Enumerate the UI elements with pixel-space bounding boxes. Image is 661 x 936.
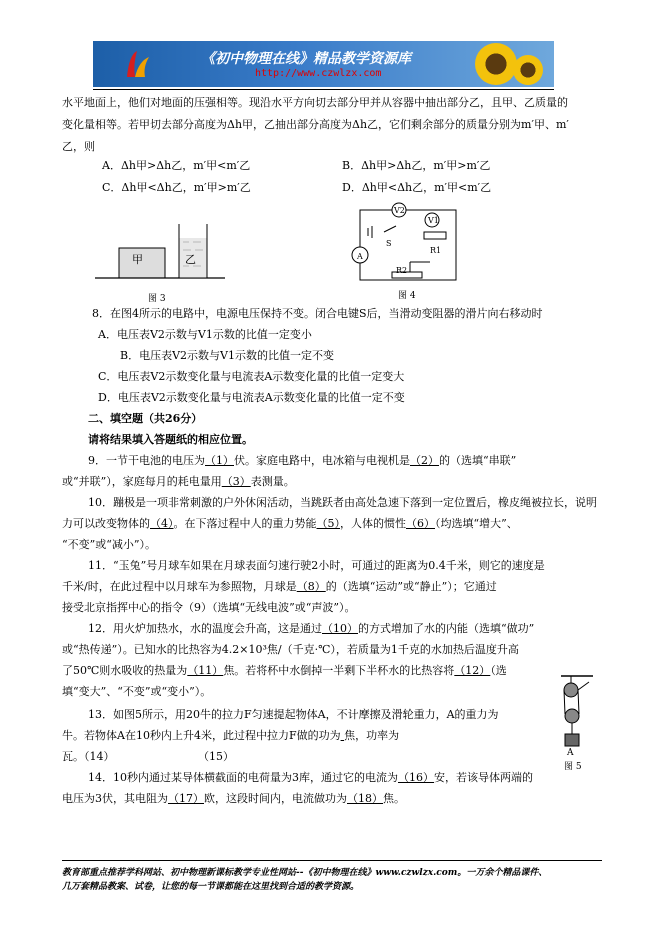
q11-text: 的（选填“运动”或“静止”）；它通过 [325, 580, 497, 593]
q12-text: （选 [490, 664, 507, 677]
q11-line2 [62, 580, 497, 594]
q12-text: 12．用火炉加热水，水的温度会升高，这是通过 [88, 622, 322, 635]
q10-text: ，人体的惯性 [340, 517, 406, 530]
q10-line2 [62, 517, 518, 531]
q8-option-b: B．电压表V2示数与V1示数的比值一定不变 [120, 349, 334, 362]
q14-text: 焦。 [383, 792, 405, 805]
q14-text: 电压为3伏，其电阻为 [62, 792, 168, 805]
q7-option-b: B．Δh甲>Δh乙，m′甲>m′乙 [342, 159, 491, 172]
q9-line1 [88, 454, 516, 468]
q7-option-a: A．Δh甲>Δh乙，m′甲<m′乙 [102, 159, 251, 172]
q9-text: 的（选填“串联” [439, 454, 517, 467]
q12-text: 了50℃则水吸收的热量为 [62, 664, 188, 677]
section-instruction: 请将结果填入答题纸的相应位置。 [88, 433, 253, 446]
q13-text: 瓦。（14） [62, 750, 115, 763]
q7-line2: 变化量相等。若甲切去部分高度为Δh甲，乙抽出部分高度为Δh乙，它们剩余部分的质量分别为m′甲、m′ [62, 118, 569, 131]
q9-text: 表测量。 [250, 475, 295, 488]
q14-line1 [88, 771, 533, 785]
q8-option-a: A．电压表V2示数与V1示数的比值一定变小 [98, 328, 312, 341]
q13-text: 焦，功率为 [344, 729, 400, 742]
banner-title: 《初中物理在线》精品教学资源库 [201, 51, 411, 67]
q9-text: 或“并联”），家庭每月的耗电量用 [62, 475, 222, 488]
answer-blank-1[interactable]: （1） [205, 454, 234, 467]
fig4-v1: V1 [428, 216, 439, 225]
answer-blank-16[interactable]: （16） [398, 771, 434, 784]
q10-line1: 10．蹦极是一项非常刺激的户外休闲活动，当跳跃者由高处急速下落到一定位置后，橡皮绳被拉长，说明 [88, 496, 597, 509]
q7-option-c: C．Δh甲<Δh乙，m′甲>m′乙 [102, 181, 251, 194]
answer-blank-10[interactable]: （10） [322, 622, 358, 635]
fig5-label-a: A [567, 748, 574, 758]
q8-option-c: C．电压表V2示数变化量与电流表A示数变化量的比值一定变大 [98, 370, 405, 383]
footer-line1: 教育部重点推荐学科网站、初中物理新课标教学专业性网站--《初中物理在线》www.czwlzx.com。一万余个精品课件、 [62, 868, 548, 878]
q10-line3: “不变”或“减小”）。 [62, 538, 156, 551]
header-banner [93, 41, 554, 87]
q11-line3: 接受北京指挥中心的指令（9）（选填“无线电波”或“声波”）。 [62, 601, 356, 614]
q14-text: 14．10秒内通过某导体横截面的电荷量为3库，通过它的电流为 [88, 771, 398, 784]
q12-line1 [88, 622, 534, 636]
section-title: 二、填空题（共26分） [88, 412, 203, 425]
q12-text: 焦。若将杯中水倒掉一半剩下半杯水的比热容将 [223, 664, 455, 677]
q13-line1: 13．如图5所示，用20牛的拉力F匀速提起物体A，不计摩擦及滑轮重力，A的重力为 [88, 708, 499, 721]
fig4-r1: R1 [430, 246, 442, 255]
answer-blank-18[interactable]: （18） [347, 792, 383, 805]
fig5-caption: 图 5 [564, 762, 582, 772]
answer-blank-17[interactable]: （17） [168, 792, 204, 805]
q8-stem: 8．在图4所示的电路中，电源电压保持不变。闭合电键S后，当滑动变阻器的滑片向右移动时 [92, 307, 543, 320]
q12-line4: 填“变大”、“不变”或“变小”）。 [62, 685, 212, 698]
q7-line1: 水平地面上，他们对地面的压强相等。现沿水平方向切去部分甲并从容器中抽出部分乙，且甲、乙质量的 [62, 96, 568, 109]
q9-line2 [62, 475, 295, 489]
answer-blank-4[interactable]: （4） [150, 517, 174, 530]
logo-icon [123, 47, 153, 81]
answer-blank-6[interactable]: （6） [406, 517, 435, 530]
fig3-caption: 图 3 [148, 294, 166, 304]
q8-option-d: D．电压表V2示数变化量与电流表A示数变化量的比值一定不变 [98, 391, 405, 404]
answer-blank-8[interactable]: （8） [296, 580, 326, 593]
fig3-label-yi: 乙 [185, 253, 196, 266]
banner-url[interactable]: http://www.czwlzx.com [255, 68, 382, 79]
answer-blank-3[interactable]: （3） [221, 475, 251, 488]
header-rule [93, 89, 554, 90]
q12-line3 [62, 664, 507, 678]
q13-text: （15） [198, 750, 234, 763]
fig4-s: S [386, 239, 392, 248]
q13-line3 [62, 750, 234, 764]
q7-option-d: D．Δh甲<Δh乙，m′甲<m′乙 [342, 181, 492, 194]
q9-text: 伏。家庭电路中，电冰箱与电视机是 [234, 454, 410, 467]
q14-text: 安，若该导体两端的 [434, 771, 533, 784]
sunflower-icon [475, 43, 517, 85]
q11-line1: 11．“玉兔”号月球车如果在月球表面匀速行驶2小时，可通过的距离为0.4千米，则它的速度是 [88, 559, 545, 572]
fig4-caption: 图 4 [398, 291, 416, 301]
figure-3 [95, 218, 225, 298]
answer-blank-2[interactable]: （2） [410, 454, 439, 467]
q10-text: （均选填“增大”、 [435, 517, 518, 530]
fig4-v2: V2 [394, 206, 405, 215]
fig4-a: A [357, 252, 363, 261]
q14-text: 欧，这段时间内，电流做功为 [204, 792, 347, 805]
q13-text: 牛。若物体A在10秒内上升4米，此过程中拉力F做的功为 [62, 729, 341, 742]
fig4-r2: R2 [396, 266, 408, 275]
figure-5 [557, 674, 597, 758]
q9-text: 9．一节干电池的电压为 [88, 454, 205, 467]
q11-text: 千米/时，在此过程中以月球车为参照物，月球是 [62, 580, 297, 593]
answer-blank-5[interactable]: （5） [316, 517, 340, 530]
sunflower-icon [513, 55, 543, 85]
q10-text: 力可以改变物体的 [62, 517, 150, 530]
fig3-label-jia: 甲 [132, 253, 143, 266]
answer-blank-11[interactable]: （11） [187, 664, 224, 677]
footer-rule [62, 860, 602, 861]
footer-line2: 几万套精品教案、试卷，让您的每一节课都能在这里找到合适的教学资源。 [62, 882, 360, 892]
q10-text: 。在下落过程中人的重力势能 [173, 517, 317, 530]
q13-line2 [62, 729, 399, 743]
q12-text: 的方式增加了水的内能（选填“做功” [358, 622, 535, 635]
q14-line2 [62, 792, 405, 806]
q7-line3: 乙，则 [62, 140, 95, 153]
answer-blank-12[interactable]: （12） [454, 664, 491, 677]
q12-line2: 或“热传递”）。已知水的比热容为4.2×10³焦/（千克·℃），若质量为1千克的水加热后温度升高 [62, 643, 519, 656]
